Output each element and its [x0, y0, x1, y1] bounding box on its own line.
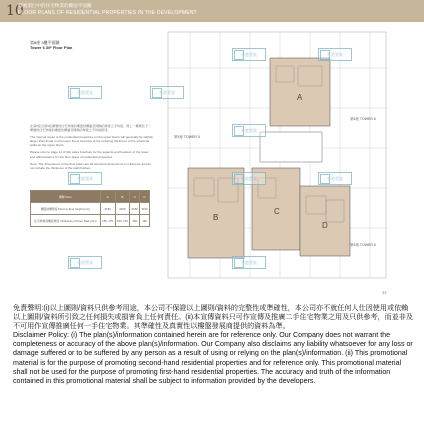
- watermark: [68, 172, 102, 185]
- table-cell: 3150: [130, 203, 140, 215]
- table-cell: 樓面結構厚度 Floor-to-floor height (mm): [31, 203, 101, 215]
- table-header-cell: B: [115, 191, 130, 203]
- table-header-row: [31, 191, 150, 203]
- disclaimer-zh: 免責聲明:(i)以上圖則/資料只供參考用途，本公司不保證以上圖則/資料的完整性或準確性，本公司亦不就任何人仕因使用或依賴以上圖則/資料所引致之任何損失或損害負上任何責任。(ii)本宣傳資料只可作宣傳及推廣二手住宅物業之用及只供參考，而並非及不可用作宣傳推廣任何一手住宅物業。其準確性及真實性以樓盤發展商提供的資料為準。: [13, 304, 413, 331]
- plan-note: Please refer to page 11 of this sales brochure for the legends and features of the tower and abbreviations for the floor plans of residential properties.: [30, 150, 149, 159]
- disclaimer-block: [13, 304, 413, 386]
- watermark-text: 香港置業: [241, 52, 257, 57]
- plan-title-en: Tower 6 3/F Floor Plan: [30, 45, 73, 50]
- watermark: [232, 172, 266, 185]
- plan-note: 在第5座及第6座樓層的住宅物業的樓面結構牆及間隔的厚度之平均值，與上一樓層及下一樓層的住宅物業的樓面結構牆及間隔的厚度之平均值相同。: [30, 124, 152, 133]
- watermark-text: 香港置業: [327, 52, 343, 57]
- watermark: [68, 86, 102, 99]
- floor-height-table: [30, 190, 150, 227]
- unit-b-label: B: [213, 213, 219, 222]
- unit-d-label: D: [322, 221, 328, 230]
- watermark: [232, 124, 266, 137]
- unit-a-label: A: [297, 93, 303, 102]
- page-number: 33: [382, 290, 387, 295]
- watermark-text: 香港置業: [241, 260, 257, 265]
- plan-note: The internal areas of the residential properties on the upper floors will generally be slightly larger than those on the lower floors because of the reducing thickness of the structural walls on the upper floors.: [30, 135, 153, 148]
- watermark-text: 香港置業: [77, 176, 93, 181]
- watermark: [68, 256, 102, 269]
- watermark-text: 香港置業: [241, 176, 257, 181]
- tower-label: 第5座 TOWER 5: [174, 135, 200, 139]
- disclaimer-en: Disclaimer Policy: (i) The plan(s)/information contained herein are for reference only. Our Company does not warrant the completeness or accuracy of the above plan(s)/information. Our Company also disclaims any liability whatsoever for any loss or damage suffered or to be suffered by any person as a result of using or relying on the plan(s)/information. (ii) This promotional material is for the purpose of promoting second-hand residential properties and for reference only. This promotional material shall not be used for the purpose of promoting first-hand residential properties. The accuracy and truth of the information contained in this promotional material shall be subject to information provided by the developers.: [13, 331, 413, 385]
- unit-c-label: C: [274, 207, 280, 216]
- table-cell: 3150: [100, 203, 115, 215]
- unit-a-area: [270, 58, 330, 126]
- watermark-text: 香港置業: [77, 90, 93, 95]
- table-cell: 150: [130, 215, 140, 227]
- watermark-text: 香港置業: [77, 260, 93, 265]
- watermark-text: 香港置業: [159, 90, 175, 95]
- table-header-cell: C: [130, 191, 140, 203]
- watermark: [150, 86, 184, 99]
- section-title-zh: 發展項目中的住宅物業的樓面平面圖: [18, 3, 92, 8]
- watermark: [232, 256, 266, 269]
- table-header-cell: D: [140, 191, 150, 203]
- core-lobby: [260, 132, 322, 162]
- table-cell: 3150: [140, 203, 150, 215]
- section-title-en: FLOOR PLANS OF RESIDENTIAL PROPERTIES IN THE DEVELOPMENT: [18, 10, 197, 16]
- table-cell: 150, 175: [100, 215, 115, 227]
- table-cell: 150: [140, 215, 150, 227]
- tower-label: 第6座 TOWER 6: [350, 243, 376, 247]
- table-cell: 150, 175: [115, 215, 130, 227]
- section-number: 10: [6, 3, 24, 19]
- watermark: [318, 48, 352, 61]
- floor-plan-drawing: [160, 28, 394, 286]
- table-cell: 3150: [115, 203, 130, 215]
- watermark-text: 香港置業: [241, 128, 257, 133]
- plan-note: Note: The dimensions of the floor plans are all structural dimensions in millimetre and do not include the thickness of the wall finishes.: [30, 161, 151, 170]
- table-row: [31, 215, 150, 227]
- section-header-band: [0, 0, 424, 22]
- watermark: [232, 48, 266, 61]
- tower-label: 第6座 TOWER 6: [350, 117, 376, 121]
- table-header-cell: 樓層 Floor: [31, 191, 101, 203]
- table-cell: 住宅物業的樓板厚度 Thickness of Floor Slab (mm): [31, 215, 101, 227]
- plan-title-zh: 第6座 3樓平面圖: [30, 40, 60, 45]
- watermark-text: 香港置業: [327, 176, 343, 181]
- table-row: [31, 203, 150, 215]
- table-header-cell: A: [100, 191, 115, 203]
- watermark: [318, 172, 352, 185]
- plan-notes: [30, 124, 154, 173]
